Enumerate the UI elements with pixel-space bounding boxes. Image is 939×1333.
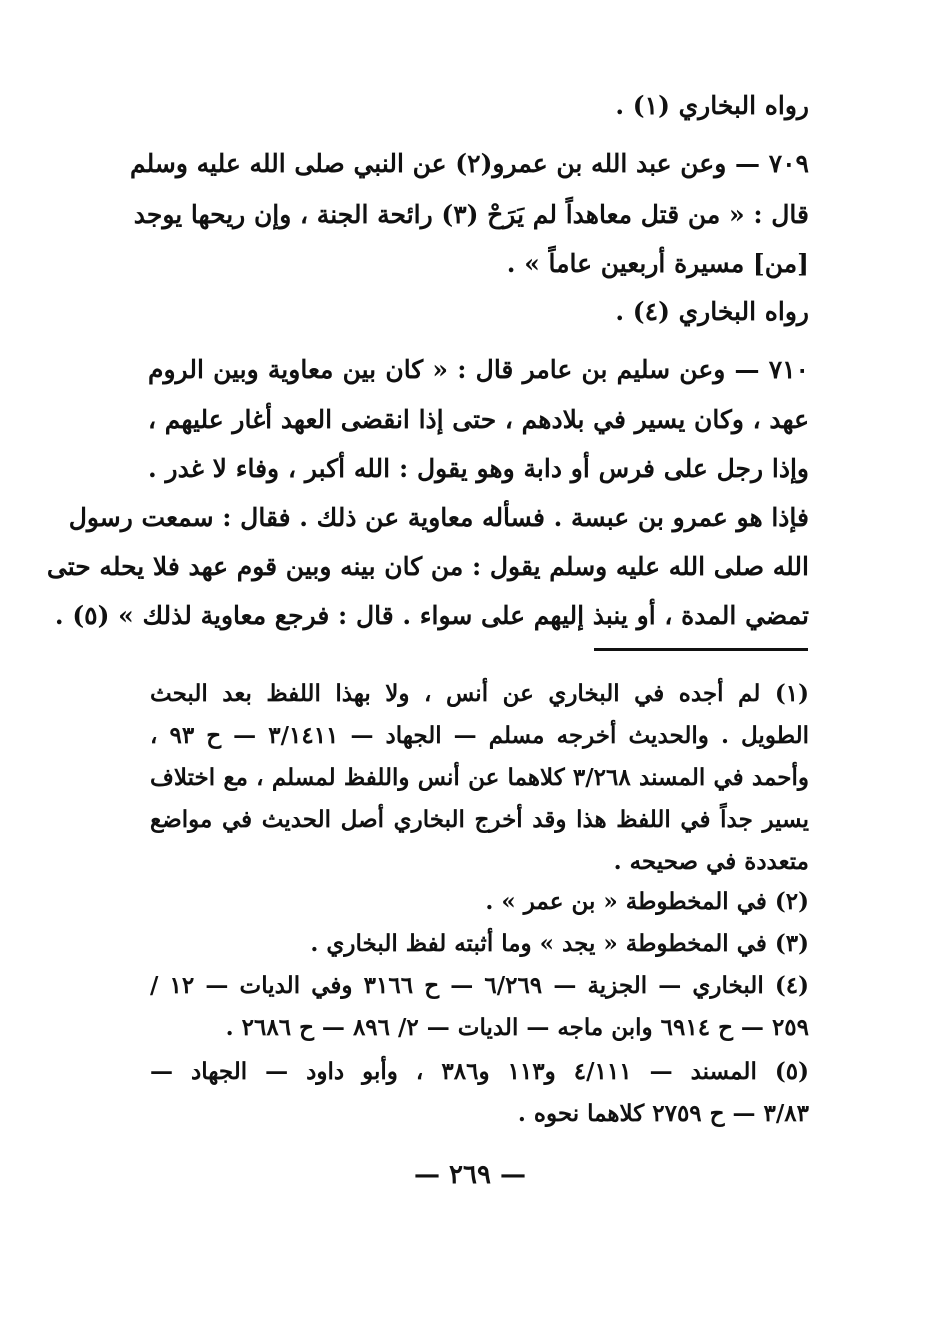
footnote-line-11: ٣/٨٣ — ح ٢٧٥٩ كلاهما نحوه . — [517, 1100, 809, 1127]
footnote-line-7: (٣) في المخطوطة « يجد » وما أثبته لفظ البخاري . — [310, 930, 809, 957]
main-line-3: قال : « من قتل معاهداً لم يَرَحْ (٣) رائحة الجنة ، وإن ريحها يوجد — [133, 200, 809, 229]
footnote-line-3: وأحمد في المسند ٣/٢٦٨ كلاهما عن أنس واللفظ لمسلم ، مع اختلاف — [150, 764, 809, 791]
main-line-4: [من] مسيرة أربعين عاماً » . — [506, 249, 809, 278]
footnote-line-4: يسير جداً في اللفظ هذا وقد أخرج البخاري أصل الحديث في مواضع — [150, 806, 809, 833]
main-line-9: فإذا هو عمرو بن عبسة . فسأله معاوية عن ذلك . فقال : سمعت رسول — [68, 503, 809, 532]
main-line-1: رواه البخاري (١) . — [615, 91, 809, 120]
main-line-6: ٧١٠ — وعن سليم بن عامر قال : « كان بين معاوية وبين الروم — [148, 355, 809, 384]
footnote-line-10: (٥) المسند — ٤/١١١ و١١٣ و٣٨٦ ، وأبو داود — الجهاد — — [150, 1058, 809, 1085]
main-line-10: الله صلى الله عليه وسلم يقول : من كان بينه وبين قوم عهد فلا يحله حتى — [46, 552, 809, 581]
page-number: — ٢٦٩ — — [413, 1160, 527, 1190]
main-line-8: وإذا رجل على فرس أو دابة وهو يقول : الله أكبر ، وفاء لا غدر . — [148, 454, 809, 483]
footnote-separator — [594, 648, 808, 651]
main-line-7: عهد ، وكان يسير في بلادهم ، حتى إذا انقضى العهد أغار عليهم ، — [148, 405, 809, 434]
main-line-2: ٧٠٩ — وعن عبد الله بن عمرو(٢) عن النبي صلى الله عليه وسلم — [129, 149, 809, 178]
footnote-line-1: (١) لم أجده في البخاري عن أنس ، ولا بهذا اللفظ بعد البحث — [150, 680, 809, 707]
main-line-5: رواه البخاري (٤) . — [615, 297, 809, 326]
main-line-11: تمضي المدة ، أو ينبذ إليهم على سواء . قال : فرجع معاوية لذلك » (٥) . — [54, 601, 809, 630]
footnote-line-8: (٤) البخاري — الجزية — ٦/٢٦٩ — ح ٣١٦٦ وفي الديات — ١٢ / — [150, 972, 809, 999]
footnote-line-5: متعددة في صحيحه . — [613, 848, 809, 875]
footnote-line-6: (٢) في المخطوطة « بن عمر » . — [485, 888, 809, 915]
footnote-line-9: ٢٥٩ — ح ٦٩١٤ وابن ماجه — الديات — ٢/ ٨٩٦ — ح ٢٦٨٦ . — [225, 1014, 809, 1041]
footnote-line-2: الطويل . والحديث أخرجه مسلم — الجهاد — ٣/١٤١١ — ح ٩٣ ، — [150, 722, 809, 749]
